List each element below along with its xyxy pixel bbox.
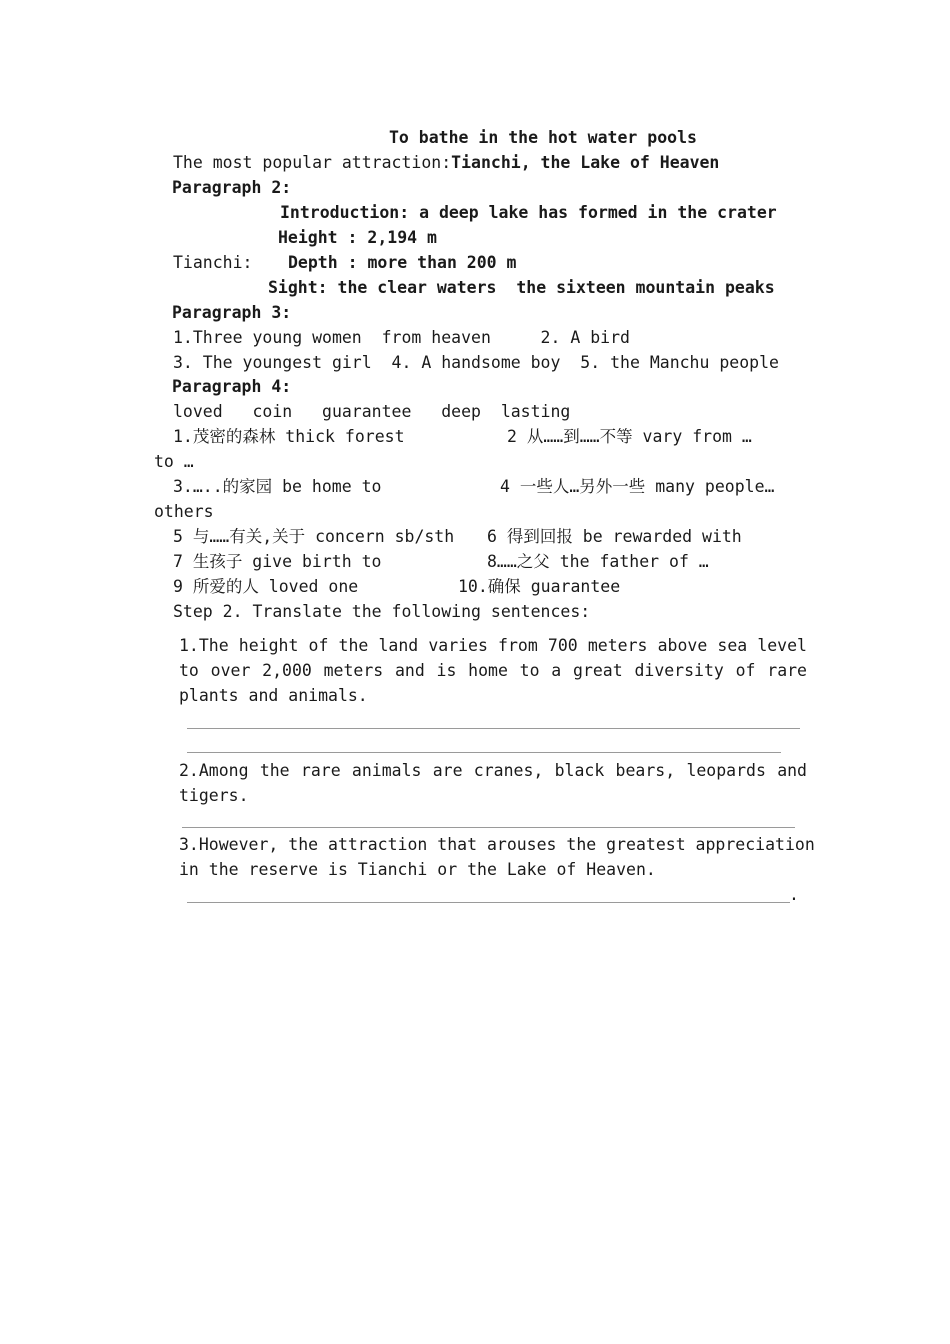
answer-line-2[interactable] [182,827,795,828]
attraction-value: Tianchi, the Lake of Heaven [451,153,720,172]
phrase-6: 6 得到回报 be rewarded with [487,527,742,546]
introduction-line: Introduction: a deep lake has formed in the crater [280,203,777,222]
height-line: Height : 2,194 m [278,228,437,247]
paragraph4-words: loved coin guarantee deep lasting [173,402,571,421]
sentence-1-line3: plants and animals. [179,686,368,705]
sentence-1-line2: to over 2,000 meters and is home to a great diversity of rare [179,661,807,680]
paragraph4-heading: Paragraph 4: [172,377,292,396]
page-title: To bathe in the hot water pools [389,128,697,147]
end-period: . [789,885,799,904]
sentence-1-line1: 1.The height of the land varies from 700 meters above sea level [179,636,807,655]
phrase-8: 8……之父 the father of … [487,552,709,571]
attraction-line [173,150,719,175]
depth-line: Depth : more than 200 m [288,253,517,272]
phrase-9: 9 所爱的人 loved one [173,577,359,596]
phrase-3: 3.…..的家园 be home to [173,477,382,496]
sight-line: Sight: the clear waters the sixteen mountain peaks [268,278,775,297]
phrase-4-continued: others [154,502,214,521]
answer-line-1b[interactable] [187,752,781,753]
phrase-2: 2 从……到……不等 vary from … [507,427,752,446]
sentence-2-line1: 2.Among the rare animals are cranes, black bears, leopards and [179,761,807,780]
phrase-1: 1.茂密的森林 thick forest [173,427,405,446]
sentence-2-line2: tigers. [179,786,249,805]
tianchi-label: Tianchi: [173,253,253,272]
phrase-5: 5 与……有关,关于 concern sb/sth [173,527,455,546]
paragraph2-heading: Paragraph 2: [172,178,292,197]
paragraph3-heading: Paragraph 3: [172,303,292,322]
phrase-7: 7 生孩子 give birth to [173,552,382,571]
answer-line-1a[interactable] [187,728,800,729]
answer-line-3[interactable] [187,902,790,903]
sentence-3-line2: in the reserve is Tianchi or the Lake of Heaven. [179,860,656,879]
phrase-2-continued: to … [154,452,194,471]
phrase-10: 10.确保 guarantee [458,577,621,596]
step2-instruction: Step 2. Translate the following sentences: [173,602,591,621]
attraction-label: The most popular attraction: [173,153,452,172]
sentence-3-line1: 3.However, the attraction that arouses the greatest appreciation [179,835,815,854]
paragraph3-line2: 3. The youngest girl 4. A handsome boy 5. the Manchu people [173,353,779,372]
phrase-4: 4 一些人…另外一些 many people… [500,477,775,496]
paragraph3-line1: 1.Three young women from heaven 2. A bird [173,328,630,347]
